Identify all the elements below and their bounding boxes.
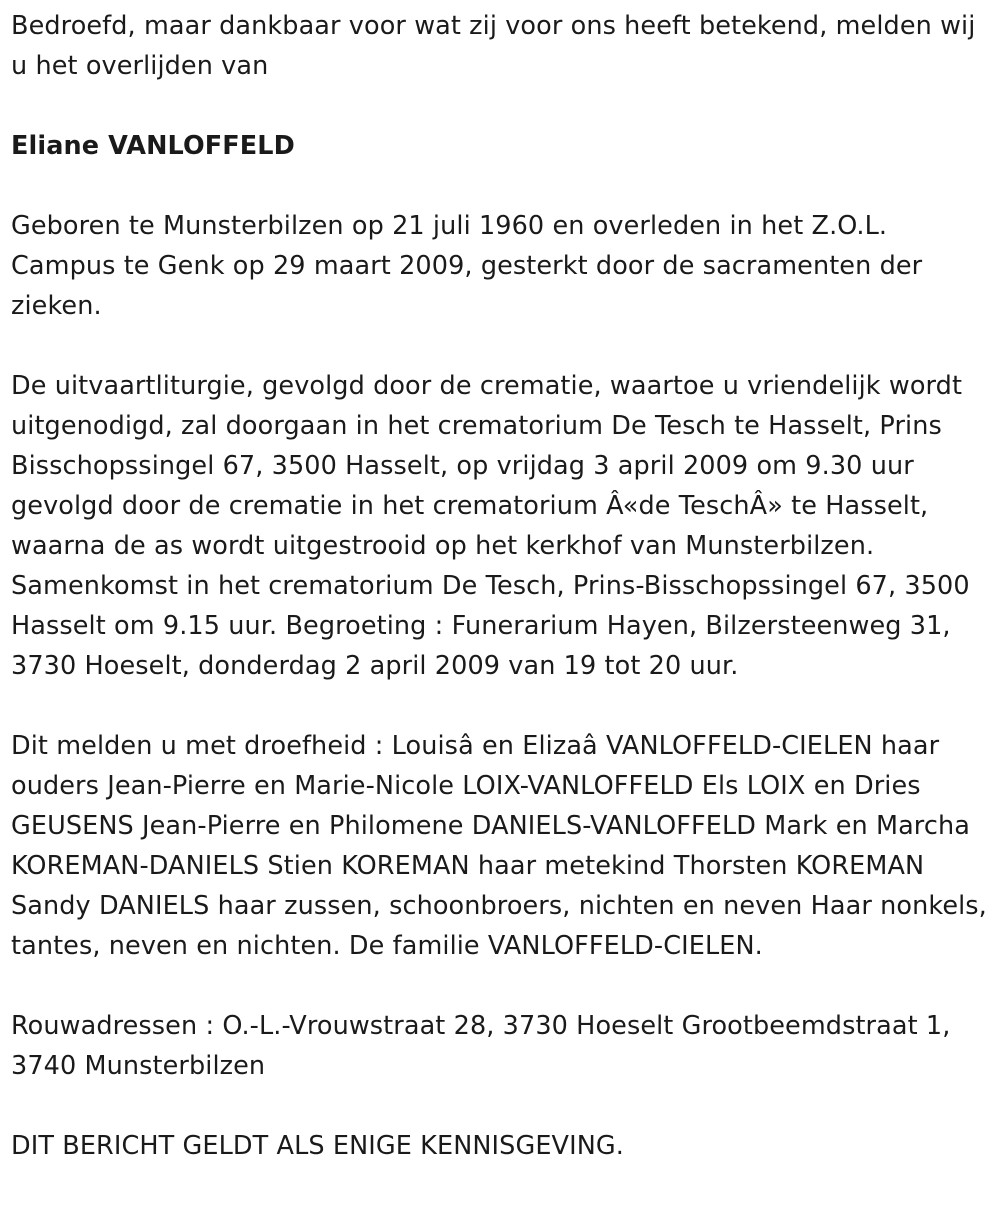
family-paragraph: Dit melden u met droefheid : Louisâ en Elizaâ VANLOFFELD-CIELEN haar ouders Jean-Pierre en Marie-Nicole LOIX-VANLOFFELD Els LOIX en Dries GEUSENS Jean-Pierre en Philomene DANIELS-VANLOFFELD Mark en Marcha KOREMAN-DANIELS Stien KOREMAN haar metekind Thorsten KOREMAN Sandy DANIELS haar zussen, schoonbroers, nichten en neven Haar nonkels, tantes, neven en nichten. De familie VANLOFFELD-CIELEN.: [11, 731, 987, 961]
addresses-paragraph: Rouwadressen : O.-L.-Vrouwstraat 28, 3730 Hoeselt Grootbeemdstraat 1, 3740 Munsterbilzen: [11, 1011, 951, 1081]
intro-paragraph: Bedroefd, maar dankbaar voor wat zij voor ons heeft betekend, melden wij u het overlijden van: [11, 11, 976, 81]
deceased-name: Eliane VANLOFFELD: [11, 131, 295, 161]
funeral-paragraph: De uitvaartliturgie, gevolgd door de crematie, waartoe u vriendelijk wordt uitgenodigd, zal doorgaan in het crematorium De Tesch te Hasselt, Prins Bisschopssingel 67, 3500 Hasselt, op vrijdag 3 april 2009 om 9.30 uur gevolgd door de crematie in het crematorium Â«de TeschÂ» te Hasselt, waarna de as wordt uitgestrooid op het kerkhof van Munsterbilzen. Samenkomst in het crematorium De Tesch, Prins-Bisschopssingel 67, 3500 Hasselt om 9.15 uur. Begroeting : Funerarium Hayen, Bilzersteenweg 31, 3730 Hoeselt, donderdag 2 april 2009 van 19 tot 20 uur.: [11, 371, 970, 681]
birth-death-paragraph: Geboren te Munsterbilzen op 21 juli 1960 en overleden in het Z.O.L. Campus te Genk op 29 maart 2009, gesterkt door de sacramenten der zieken.: [11, 211, 923, 321]
closing-statement: DIT BERICHT GELDT ALS ENIGE KENNISGEVING.: [11, 1131, 624, 1161]
